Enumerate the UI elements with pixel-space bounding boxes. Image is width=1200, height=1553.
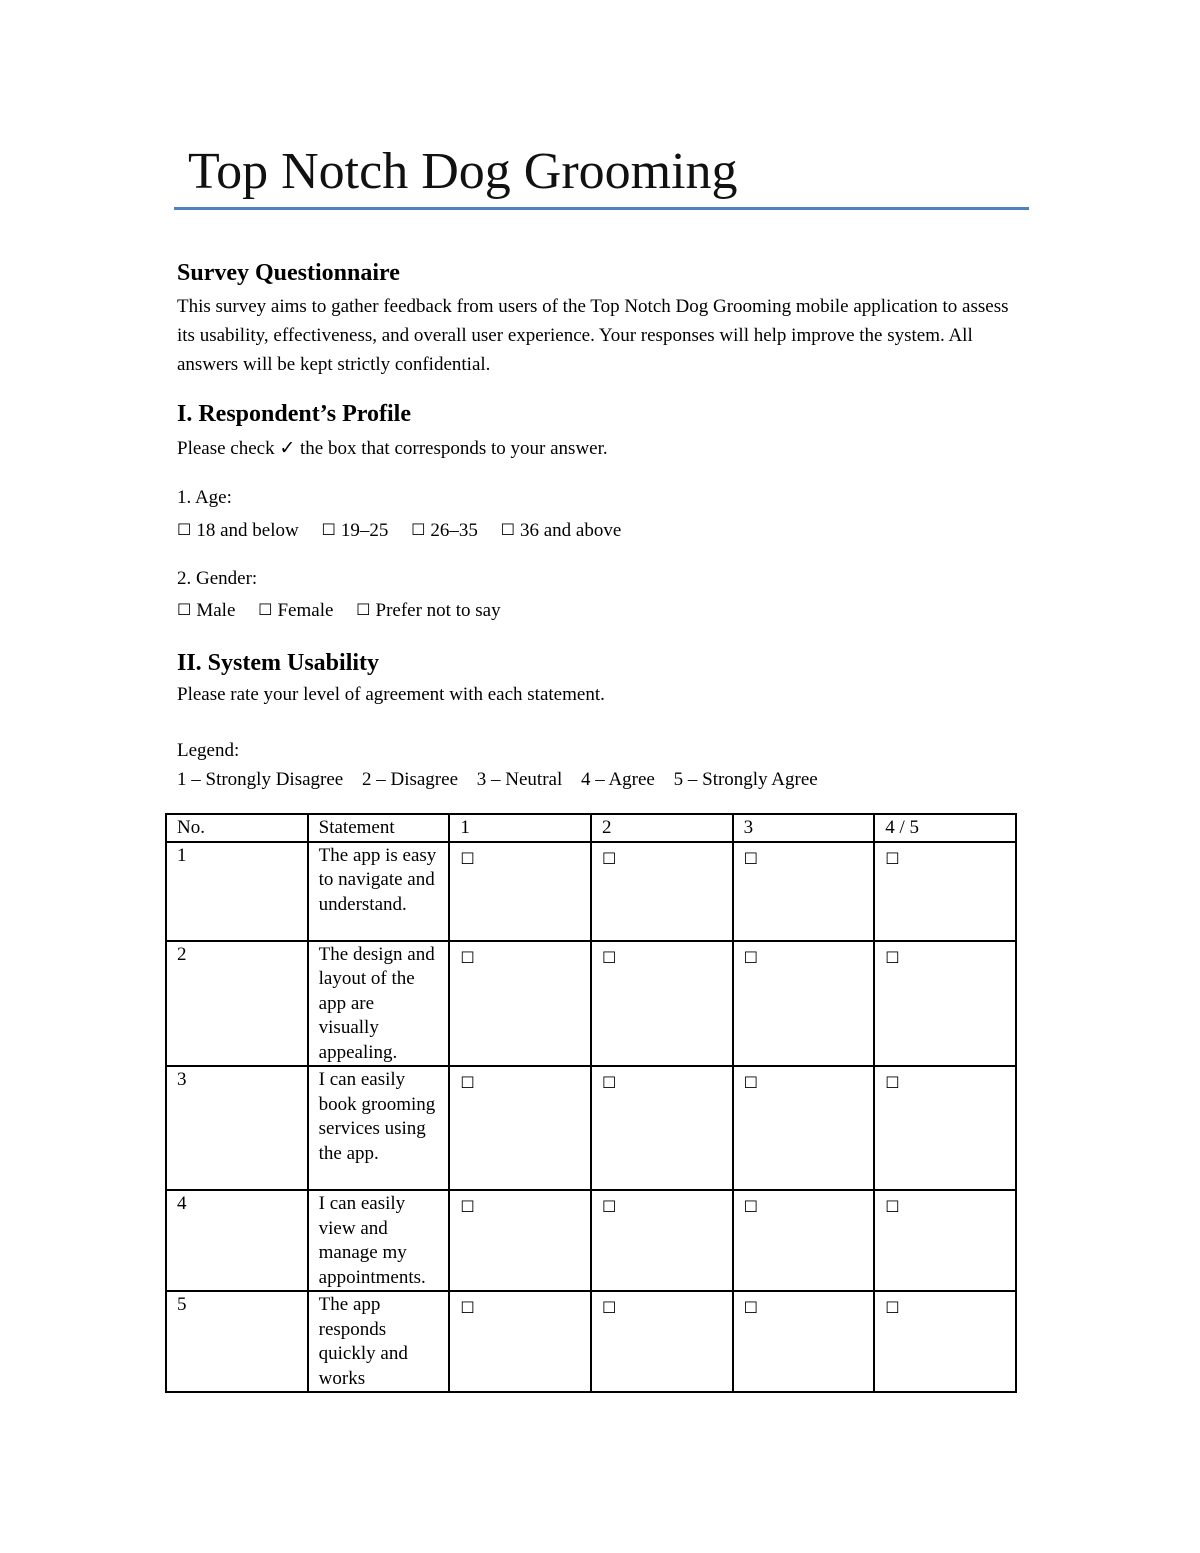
row-statement: The design and layout of the app are visually appealing. [308,941,450,1067]
rating-checkbox-icon[interactable]: ☐ [733,842,875,941]
rating-checkbox-icon[interactable]: ☐ [449,941,591,1067]
age-option-label: 36 and above [520,520,622,541]
rating-checkbox-icon[interactable]: ☐ [874,1066,1016,1190]
legend-item: 5 – Strongly Agree [673,769,818,790]
gender-option[interactable] [258,597,333,624]
checkbox-icon[interactable]: ☐ [500,520,515,539]
gender-option[interactable] [356,597,500,624]
rating-checkbox-icon[interactable]: ☐ [449,842,591,941]
row-statement: The app is easy to navigate and understand. [308,842,450,941]
rating-checkbox-icon[interactable]: ☐ [874,941,1016,1067]
page-title: Top Notch Dog Grooming [188,143,738,200]
rating-checkbox-icon[interactable]: ☐ [449,1190,591,1291]
title-rule [174,207,1029,210]
table-row [166,842,1016,941]
rating-checkbox-icon[interactable]: ☐ [591,1190,733,1291]
gender-option-label: Prefer not to say [375,600,501,621]
column-header: No. [166,814,308,842]
rating-checkbox-icon[interactable]: ☐ [591,1066,733,1190]
age-option[interactable] [501,517,622,544]
table-row [166,1190,1016,1291]
checkbox-icon[interactable]: ☐ [356,600,371,619]
checkbox-icon[interactable]: ☐ [258,600,273,619]
rating-checkbox-icon[interactable]: ☐ [591,1291,733,1392]
age-option-label: 19–25 [340,520,389,541]
table-header-row [166,814,1016,842]
gender-label: 2. Gender: [177,568,258,589]
survey-heading: Survey Questionnaire [177,260,400,286]
column-header: 4 / 5 [874,814,1016,842]
profile-heading: I. Respondent’s Profile [177,401,411,427]
row-number: 1 [166,842,308,941]
row-number: 4 [166,1190,308,1291]
age-option-label: 18 and below [196,520,299,541]
rating-checkbox-icon[interactable]: ☐ [591,941,733,1067]
legend-item: 2 – Disagree [361,769,459,790]
gender-option-label: Male [196,600,236,621]
row-statement: I can easily book grooming services using the app. [308,1066,450,1190]
table-row [166,1066,1016,1190]
legend-item: 1 – Strongly Disagree [177,769,344,790]
gender-options [177,597,519,624]
rating-checkbox-icon[interactable]: ☐ [874,1291,1016,1392]
rating-table [165,813,1017,1393]
column-header: 3 [733,814,875,842]
row-number: 5 [166,1291,308,1392]
profile-instruction: Please check ✓ the box that corresponds to your answer. [177,438,608,459]
row-statement: The app responds quickly and works [308,1291,450,1392]
age-options [177,517,639,544]
rating-checkbox-icon[interactable]: ☐ [449,1066,591,1190]
checkbox-icon[interactable]: ☐ [411,520,426,539]
table-row [166,941,1016,1067]
checkbox-icon[interactable]: ☐ [177,600,192,619]
row-number: 2 [166,941,308,1067]
legend-item: 4 – Agree [581,769,655,790]
column-header: Statement [308,814,450,842]
rating-checkbox-icon[interactable]: ☐ [591,842,733,941]
column-header: 1 [449,814,591,842]
rating-checkbox-icon[interactable]: ☐ [733,1291,875,1392]
rating-checkbox-icon[interactable]: ☐ [733,1066,875,1190]
legend [177,765,832,794]
age-option[interactable] [411,517,478,544]
column-header: 2 [591,814,733,842]
checkbox-icon[interactable]: ☐ [177,520,192,539]
age-option-label: 26–35 [430,520,478,541]
age-option[interactable] [177,517,299,544]
rating-checkbox-icon[interactable]: ☐ [449,1291,591,1392]
survey-intro: This survey aims to gather feedback from users of the Top Notch Dog Grooming mobile application to assess its usability, effectiveness, and overall user experience. Your responses will help improve the system. All answers will be kept strictly confidential. [177,296,1009,375]
usability-instruction: Please rate your level of agreement with each statement. [177,684,605,705]
table-row [166,1291,1016,1392]
gender-option-label: Female [277,600,334,621]
age-option[interactable] [321,517,388,544]
legend-item: 3 – Neutral [476,769,563,790]
age-label: 1. Age: [177,487,232,508]
row-number: 3 [166,1066,308,1190]
legend-label: Legend: [177,740,240,761]
rating-checkbox-icon[interactable]: ☐ [874,1190,1016,1291]
row-statement: I can easily view and manage my appointments. [308,1190,450,1291]
gender-option[interactable] [177,597,235,624]
rating-checkbox-icon[interactable]: ☐ [874,842,1016,941]
usability-heading: II. System Usability [177,650,380,676]
rating-checkbox-icon[interactable]: ☐ [733,1190,875,1291]
rating-checkbox-icon[interactable]: ☐ [733,941,875,1067]
checkbox-icon[interactable]: ☐ [321,520,336,539]
